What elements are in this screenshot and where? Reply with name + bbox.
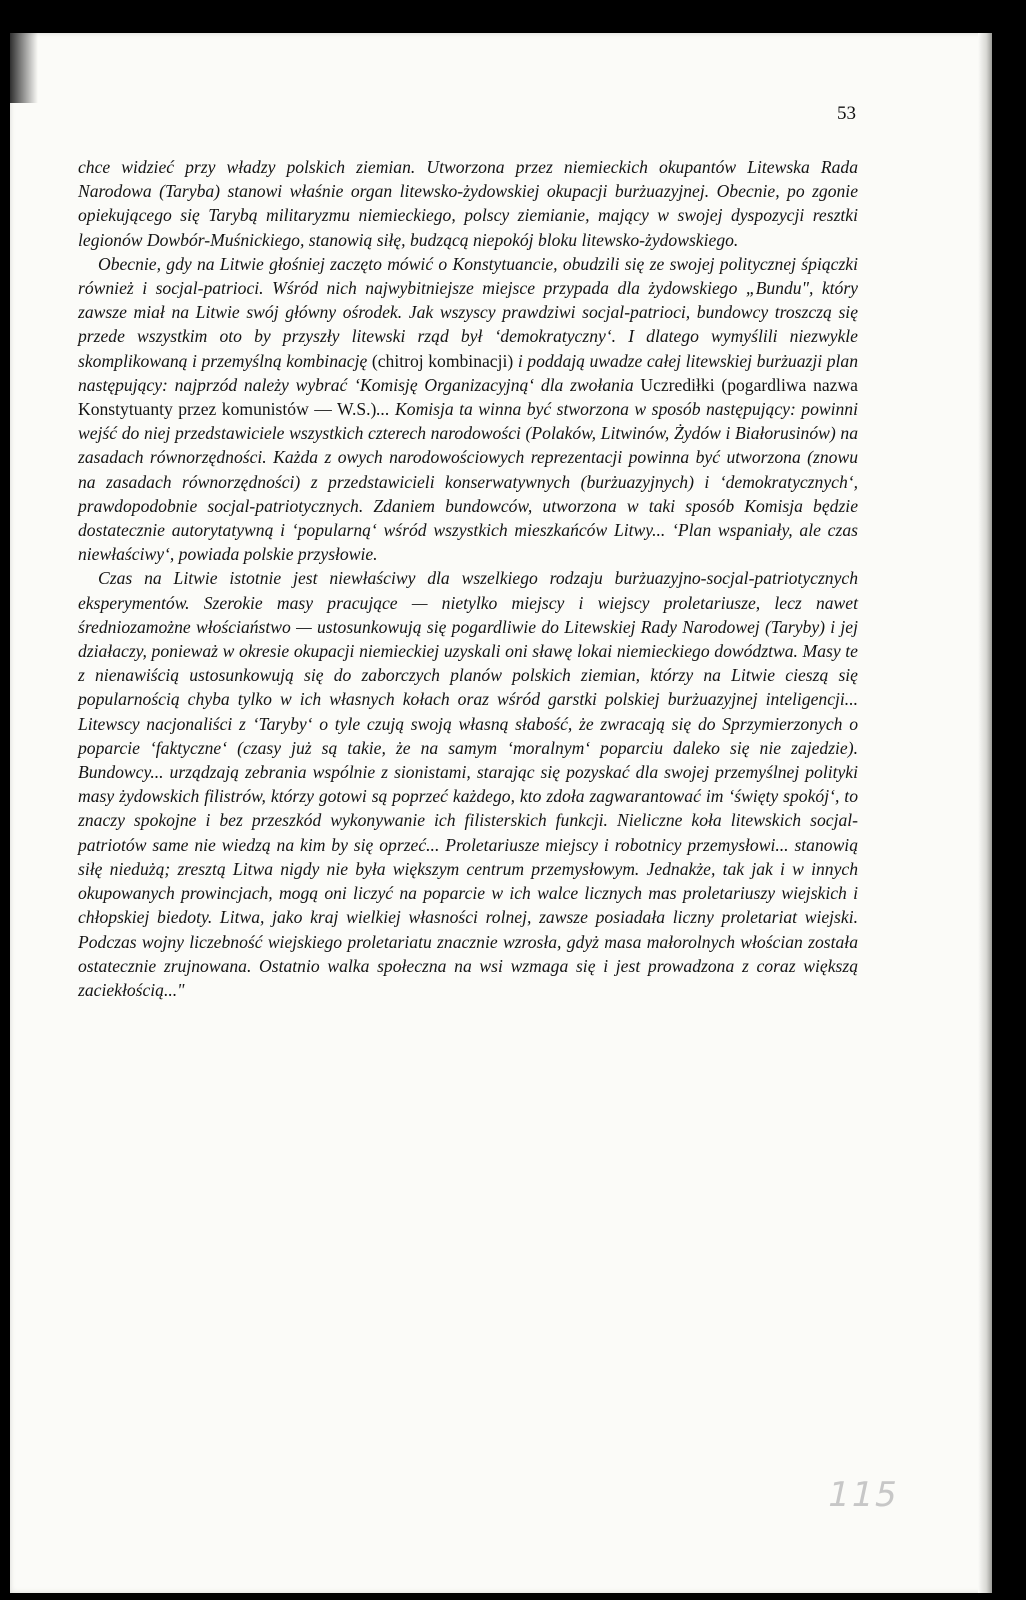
page-number: 53	[837, 103, 856, 124]
text-run-roman: Uczrediłki (pogardliwa nazwa Konstytuanty przez komunistów — W.S.)	[78, 374, 858, 420]
text-run-italic: i poddają uwadze całej litewskiej burżuazji plan następujący: najprzód należy wybrać ‘Komisję Organizacyjną‘ dla zwołania	[78, 350, 858, 395]
document-page	[10, 33, 992, 1593]
binding-edge	[978, 33, 992, 1593]
text-run-italic: Obecnie, gdy na Litwie głośniej zaczęto mówić o Konstytuancie, obudzili się ze swojej politycznej śpiączki również i socjal-patrioci. Wśród nich najwybitniejsze miejsce przypada dla żydowskiego „Bundu", który zawsze miał na Litwie swój główny ośrodek. Jak wszyscy prawdziwi socjal-patrioci, bundowcy troszczą się przede wszystkim oto by przyszły litewski rząd był ‘demokratyczny‘. I dlatego wymyślili niezwykle skomplikowaną i przemyślną kombinację	[78, 253, 858, 371]
paragraph	[78, 155, 858, 252]
text-run-italic: Czas na Litwie istotnie jest niewłaściwy dla wszelkiego rodzaju burżuazyjno-socjal-patriotycznych eksperymentów. Szerokie masy pracujące — nietylko miejscy i wiejscy proletariusze, lecz nawet średniozamożne włościaństwo — ustosunkowują się pogardliwie do Litewskiej Rady Narodowej (Taryby) i jej działaczy, ponieważ w okresie okupacji niemieckiej uzyskali oni sławę lokai niemieckiego dowództwa. Masy te z nienawiścią ustosunkowują się do zaborczych planów polskich ziemian, którzy na Litwie cieszą się popularnością chyba tylko w ich własnych kołach oraz wśród garstki polskiej burżuazyjnej inteligencji... Litewscy nacjonaliści z ‘Taryby‘ o tyle czują swoją własną słabość, że zwracają się do Sprzymierzonych o poparcie ‘faktyczne‘ (czasy już są takie, że na samym ‘moralnym‘ poparciu daleko się nie zajedzie). Bundowcy... urządzają zebrania wspólnie z sionistami, starając się pozyskać dla swojej przemyślnej polityki masy żydowskich filistrów, którzy gotowi są poprzeć każdego, kto zdoła zagwarantować im ‘święty spokój‘, to znaczy spokojne i bez przeszkód wykonywanie ich filisterskich funkcji. Nieliczne koła litewskich socjal-patriotów same nie wiedzą na kim by się oprzeć... Proletariusze miejscy i robotnicy przemysłowi... stanowią siłę niedużą; zresztą Litwa nigdy nie była większym centrum przemysłowym. Jednakże, tak jak i w innych okupowanych prowincjach, mogą oni liczyć na poparcie w ich walce licznych mas proletariuszy wiejskich i chłopskiej biedoty. Litwa, jako kraj wielkiej własności rolnej, zawsze posiadała liczny proletariat wiejski. Podczas wojny liczebność wiejskiego proletariatu znacznie wzrosła, gdyż masa małorolnych włościan została ostatecznie zrujnowana. Ostatnio walka społeczna na wsi wzmaga się i jest prowadzona z coraz większą zaciekłością..."	[78, 568, 858, 1000]
paragraph	[78, 252, 858, 567]
body-text	[78, 155, 858, 1002]
handwritten-archive-number: 115	[823, 1475, 904, 1515]
text-run-italic: chce widzieć przy władzy polskich ziemian. Utworzona przez niemieckich okupantów Litewska Rada Narodowa (Taryba) stanowi właśnie organ litewsko-żydowskiej okupacji burżuazyjnej. Obecnie, po zgonie opiekującego się Tarybą militaryzmu niemieckiego, polscy ziemianie, mający w swojej dyspozycji resztki legionów Dowbór-Muśnickiego, stanowią siłę, budzącą niepokój bloku litewsko-żydowskiego.	[78, 157, 858, 250]
text-run-italic: ... Komisja ta winna być stworzona w sposób następujący: powinni wejść do niej przedstawiciele wszystkich czterech narodowości (Polaków, Litwinów, Żydów i Białorusinów) na zasadach równorzędności. Każda z owych narodowościowych reprezentacji powinna być utworzona (znowu na zasadach równorzędności) z przedstawicieli konserwatywnych (burżuazyjnych) i ‘demokratycznych‘, prawdopodobnie socjal-patriotycznych. Zdaniem bundowców, utworzona w taki sposób Komisja będzie dostatecznie autorytatywną i ‘popularną‘ wśród wszystkich mieszkańców Litwy... ‘Plan wspaniały, ale czas niewłaściwy‘, powiada polskie przysłowie.	[78, 399, 858, 565]
scan-shadow	[10, 33, 38, 103]
paragraph	[78, 566, 858, 1002]
text-run-roman: (chitroj kombinacji)	[371, 350, 514, 371]
